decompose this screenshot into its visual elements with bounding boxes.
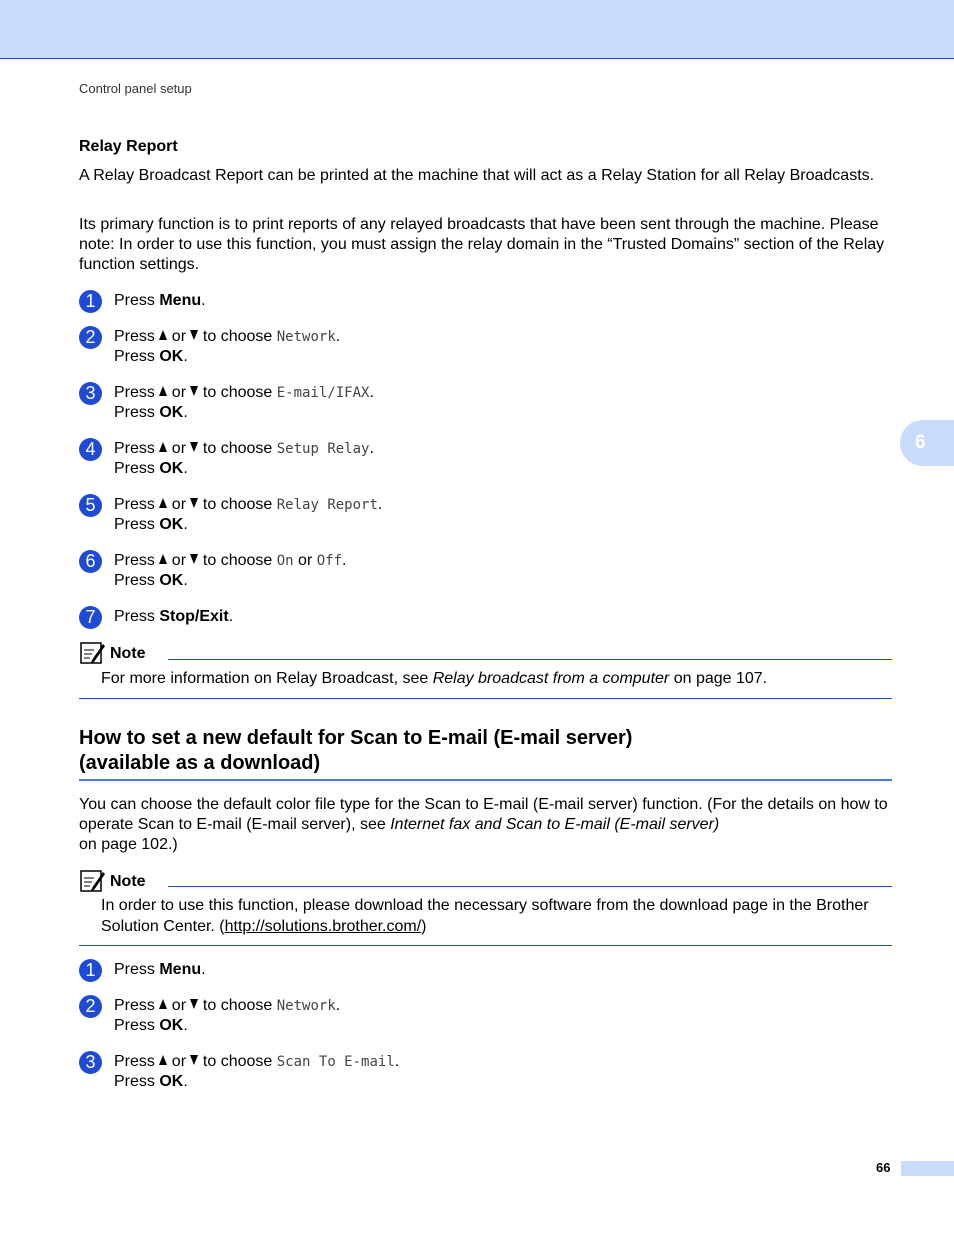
key-ok: OK <box>159 460 184 477</box>
step-number-badge: 3 <box>79 382 102 405</box>
key-menu: Menu <box>159 961 202 978</box>
menu-option-on: On <box>276 553 294 569</box>
step-number-badge: 4 <box>79 438 102 461</box>
heading-divider <box>79 779 892 781</box>
section-heading-relay-report: Relay Report <box>79 138 178 155</box>
menu-option: Setup Relay <box>276 441 370 457</box>
chapter-tab[interactable]: 6 <box>900 420 954 466</box>
step-number-badge: 2 <box>79 326 102 349</box>
note-divider <box>168 659 892 660</box>
note-text: For more information on Relay Broadcast, see Relay broadcast from a computer on page 107. <box>101 670 768 687</box>
step-number-badge: 2 <box>79 995 102 1018</box>
step-number-badge: 3 <box>79 1051 102 1074</box>
menu-option: Relay Report <box>276 497 378 513</box>
step-number-badge: 1 <box>79 959 102 982</box>
note-text: In order to use this function, please download the necessary software from the download page in the Brother Solution Center. (http://solutions.brother.com/) <box>101 897 869 935</box>
footer-band <box>901 1161 954 1176</box>
paragraph-relay-function: Its primary function is to print reports of any relayed broadcasts that have been sent through the machine. Please note: In order to use this function, you must assign the relay domain in the “Trusted Domains” section of the Relay function settings. <box>79 216 885 273</box>
key-stop-exit: Stop/Exit <box>159 608 229 625</box>
menu-option: Scan To E-mail <box>276 1054 395 1070</box>
breadcrumb: Control panel setup <box>79 81 192 96</box>
section-heading-scan-default: How to set a new default for Scan to E-mail (E-mail server) (available as a download) <box>79 727 633 774</box>
menu-option: E-mail/IFAX <box>276 385 370 401</box>
paragraph-scan-default: You can choose the default color file type for the Scan to E-mail (E-mail server) function. (For the details on how to operate Scan to E-mail (E-mail server), see Internet fax and Scan to E-mail (E-mail server) on page 102.) <box>79 796 888 853</box>
cross-reference[interactable]: Relay broadcast from a computer <box>432 670 670 687</box>
key-menu: Menu <box>159 292 202 309</box>
menu-option: Network <box>276 329 336 345</box>
step-number-badge: 1 <box>79 290 102 313</box>
key-ok: OK <box>159 572 184 589</box>
step-number-badge: 6 <box>79 550 102 573</box>
note-pencil-icon <box>80 641 106 670</box>
note-bottom-divider <box>79 945 892 946</box>
key-ok: OK <box>159 348 184 365</box>
paragraph-relay-intro: A Relay Broadcast Report can be printed at the machine that will act as a Relay Station for all Relay Broadcasts. <box>79 167 875 184</box>
key-ok: OK <box>159 1017 184 1034</box>
menu-option-off: Off <box>316 553 343 569</box>
key-ok: OK <box>159 404 184 421</box>
cross-reference[interactable]: Internet fax and Scan to E-mail (E-mail server) <box>390 816 720 833</box>
menu-option: Network <box>276 998 336 1014</box>
key-ok: OK <box>159 1073 184 1090</box>
note-divider <box>168 886 892 887</box>
note-bottom-divider <box>79 698 892 699</box>
page-number: 66 <box>876 1160 891 1175</box>
solutions-link[interactable]: http://solutions.brother.com/ <box>224 918 422 935</box>
step-number-badge: 7 <box>79 606 102 629</box>
step-number-badge: 5 <box>79 494 102 517</box>
key-ok: OK <box>159 516 184 533</box>
header-band <box>0 0 954 59</box>
note-pencil-icon <box>80 869 106 898</box>
